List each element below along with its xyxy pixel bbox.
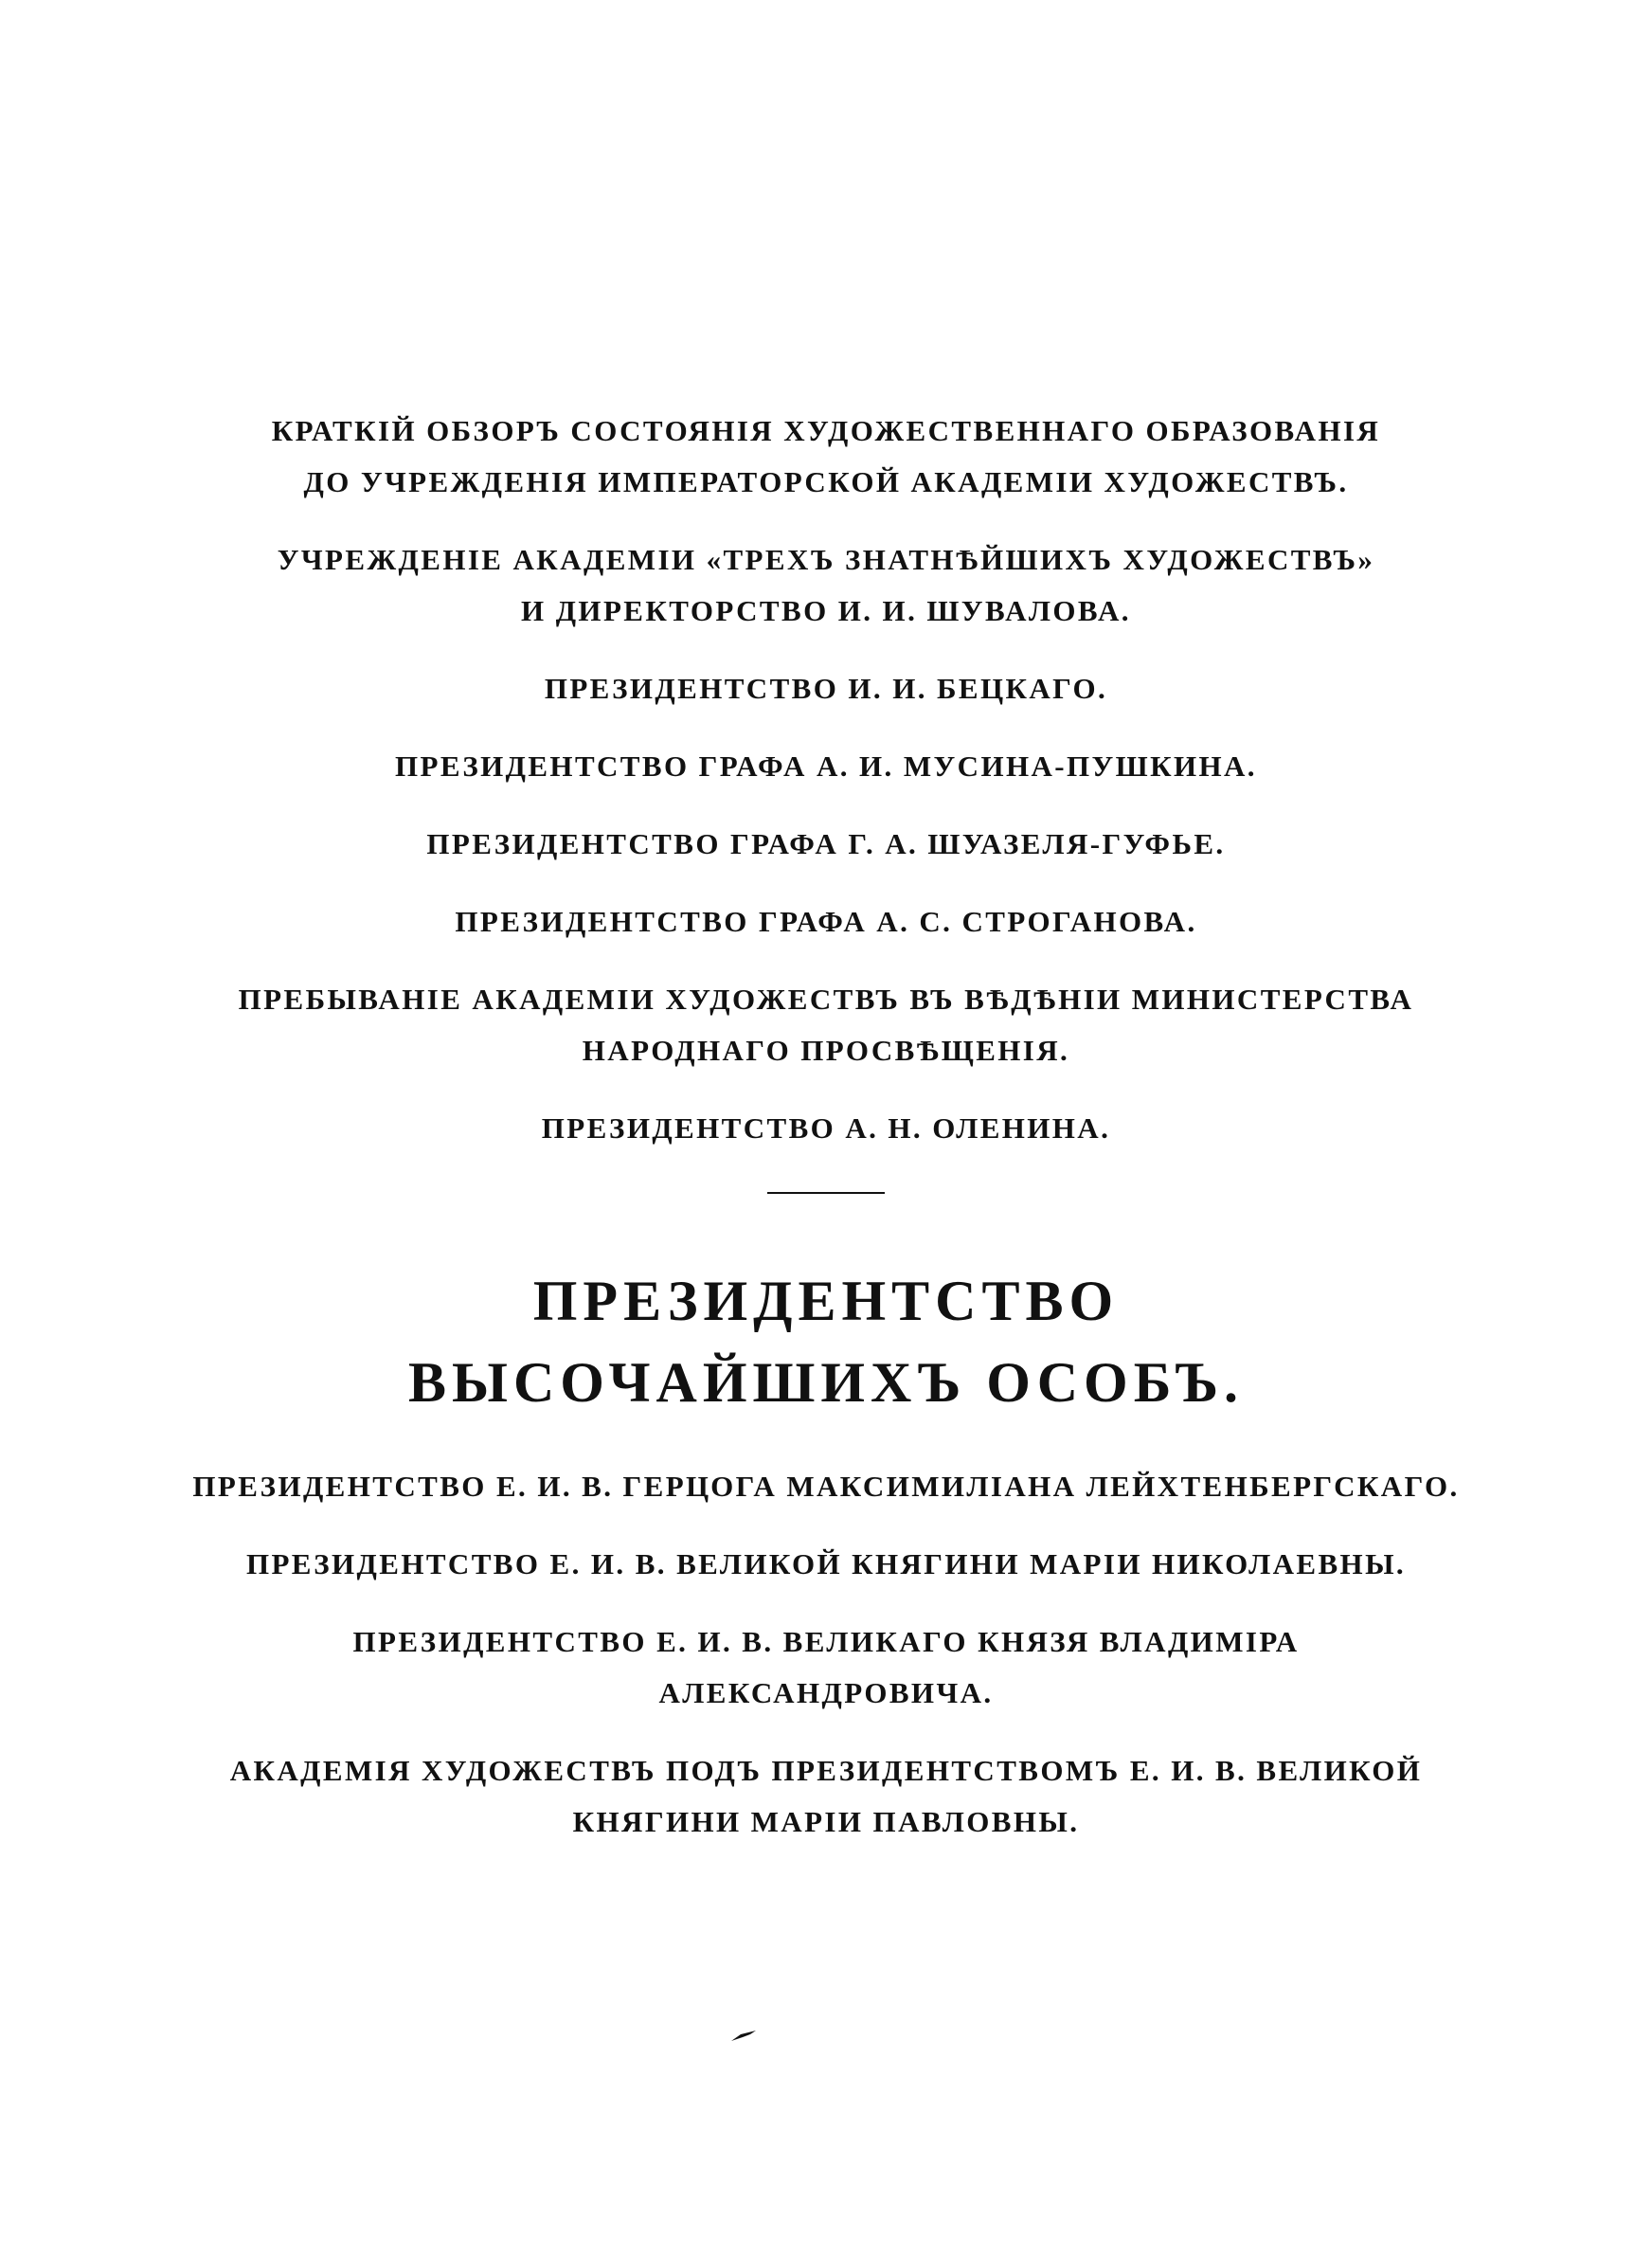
toc-entry-overview (0, 406, 1652, 508)
toc-entry-stroganov (0, 896, 1652, 948)
section-heading-line: ВЫСОЧАЙШИХЪ ОСОБЪ. (408, 1351, 1244, 1414)
toc-entry-line: КНЯГИНИ МАРІИ ПАВЛОВНЫ. (572, 1805, 1080, 1838)
toc-entry-line: КРАТКІЙ ОБЗОРЪ СОСТОЯНІЯ ХУДОЖЕСТВЕННАГО ОБРАЗОВАНІЯ (271, 414, 1381, 447)
toc-entry-maria-nikolaevna (0, 1539, 1652, 1590)
toc-entry-choiseul-gouffier (0, 819, 1652, 870)
table-of-contents (0, 406, 1652, 1874)
toc-entry-betskoy (0, 663, 1652, 714)
toc-entry-olenin (0, 1103, 1652, 1154)
toc-entry-leuchtenberg (0, 1461, 1652, 1512)
ink-mark-icon (729, 2030, 758, 2043)
section-heading-line: ПРЕЗИДЕНТСТВО (532, 1270, 1120, 1332)
toc-entry-line: ПРЕЗИДЕНТСТВО Е. И. В. ВЕЛИКОЙ КНЯГИНИ МАРІИ НИКОЛАЕВНЫ. (245, 1547, 1407, 1580)
toc-entry-line: ПРЕЗИДЕНТСТВО ГРАФА А. И. МУСИНА-ПУШКИНА. (395, 749, 1257, 783)
section-heading (0, 1260, 1652, 1423)
toc-entry-line: ПРЕЗИДЕНТСТВО А. Н. ОЛЕНИНА. (541, 1111, 1111, 1145)
toc-entry-line: И ДИРЕКТОРСТВО И. И. ШУВАЛОВА. (521, 594, 1131, 627)
toc-entry-line: НАРОДНАГО ПРОСВѢЩЕНІЯ. (582, 1034, 1070, 1067)
section-divider (767, 1192, 885, 1194)
toc-entry-founding (0, 534, 1652, 637)
toc-entry-line: ПРЕЗИДЕНТСТВО ГРАФА А. С. СТРОГАНОВА. (455, 905, 1197, 938)
toc-entry-line: ПРЕБЫВАНІЕ АКАДЕМІИ ХУДОЖЕСТВЪ ВЪ ВѢДѢНІИ МИНИСТЕРСТВА (238, 983, 1414, 1016)
toc-entry-line: ДО УЧРЕЖДЕНІЯ ИМПЕРАТОРСКОЙ АКАДЕМІИ ХУДОЖЕСТВЪ. (303, 465, 1349, 498)
toc-entry-line: АКАДЕМІЯ ХУДОЖЕСТВЪ ПОДЪ ПРЕЗИДЕНТСТВОМЪ Е. И. В. ВЕЛИКОЙ (229, 1754, 1423, 1787)
toc-entry-musin-pushkin (0, 741, 1652, 792)
toc-entry-ministry (0, 974, 1652, 1076)
toc-entry-vladimir (0, 1616, 1652, 1719)
toc-entry-line: ПРЕЗИДЕНТСТВО Е. И. В. ВЕЛИКАГО КНЯЗЯ ВЛАДИМІРА (352, 1625, 1300, 1658)
toc-entry-line: АЛЕКСАНДРОВИЧА. (658, 1676, 994, 1709)
toc-entry-line: УЧРЕЖДЕНІЕ АКАДЕМІИ «ТРЕХЪ ЗНАТНѢЙШИХЪ ХУДОЖЕСТВЪ» (277, 543, 1375, 576)
toc-entry-line: ПРЕЗИДЕНТСТВО Е. И. В. ГЕРЦОГА МАКСИМИЛІАНА ЛЕЙХТЕНБЕРГСКАГО. (192, 1470, 1460, 1503)
toc-entry-line: ПРЕЗИДЕНТСТВО ГРАФА Г. А. ШУАЗЕЛЯ-ГУФЬЕ. (426, 827, 1226, 860)
toc-entry-line: ПРЕЗИДЕНТСТВО И. И. БЕЦКАГО. (544, 672, 1108, 705)
toc-entry-maria-pavlovna (0, 1745, 1652, 1848)
